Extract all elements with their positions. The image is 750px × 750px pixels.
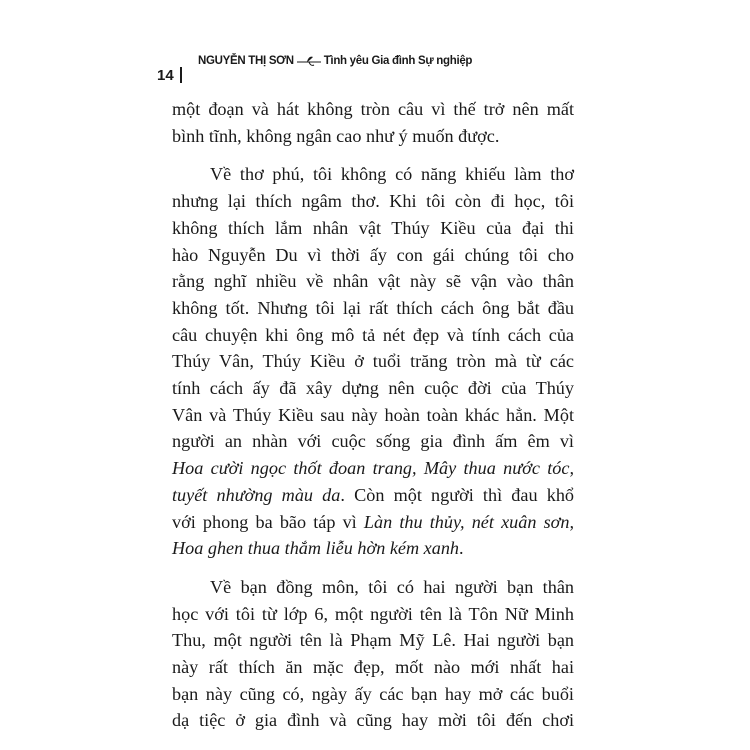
- text-line: người an nhàn với cuộc sống gia đình ấm êm vì: [172, 431, 574, 452]
- text-line: hào Nguyễn Du vì thời ấy con gái chúng tôi cho: [172, 244, 574, 265]
- text-line: tính cách ấy đã xây dựng nên cuộc đời của Thúy: [172, 378, 574, 399]
- text-run: với phong ba bão táp vì: [172, 511, 364, 532]
- text-line: không tốt. Nhưng tôi lại rất thích cách ông bắt đầu: [172, 297, 574, 318]
- author-name: NGUYỄN THỊ SƠN: [198, 55, 294, 67]
- body-text: [172, 96, 574, 734]
- text-line: một đoạn và hát không tròn câu vì thế trở nên mất: [172, 99, 574, 119]
- leaf-dash-ornament-icon: [296, 55, 322, 67]
- verse-quote: Hoa cười ngọc thốt đoan trang, Mây thua nước tóc,: [172, 458, 574, 479]
- text-line: câu chuyện khi ông mô tả nét đẹp và tính cách của: [172, 324, 574, 345]
- running-head: [198, 52, 472, 70]
- text-line: bình tĩnh, không ngân cao như ý muốn được.: [172, 125, 500, 146]
- text-line-italic: [172, 455, 574, 482]
- book-title: Tình yêu Gia đình Sự nghiệp: [323, 55, 473, 67]
- text-line: này rất thích ăn mặc đẹp, mốt nào mới nhất hai: [172, 657, 574, 678]
- text-line: Về thơ phú, tôi không có năng khiếu làm thơ: [210, 164, 574, 185]
- paragraph-3: [172, 574, 574, 734]
- page-number-block: [157, 64, 182, 86]
- text-line: không thích lắm nhân vật Thúy Kiều của đại thi: [172, 217, 574, 238]
- page-number: 14: [157, 66, 174, 84]
- verse-quote: tuyết nhường màu da: [172, 484, 341, 505]
- verse-quote: Hoa ghen thua thắm liễu hờn kém xanh: [172, 538, 460, 559]
- text-line: học với tôi từ lớp 6, một người tên là Tôn Nữ Minh: [172, 603, 574, 624]
- page-number-divider: [180, 67, 182, 83]
- text-line-mixed: [172, 482, 574, 509]
- paragraph-2: [172, 161, 574, 562]
- text-line: nhưng lại thích ngâm thơ. Khi tôi còn đi học, tôi: [172, 191, 574, 212]
- text-line-mixed: [172, 509, 574, 536]
- text-line-mixed: [172, 535, 574, 562]
- text-run: .: [459, 538, 464, 559]
- verse-quote: Làn thu thủy, nét xuân sơn,: [363, 511, 574, 532]
- text-line: Về bạn đồng môn, tôi có hai người bạn thân: [210, 576, 574, 597]
- text-line: Thu, một người tên là Phạm Mỹ Lê. Hai người bạn: [172, 630, 574, 651]
- text-line: rằng nghĩ nhiều về nhân vật này sẽ vận vào thân: [172, 271, 574, 292]
- text-line: Thúy Vân, Thúy Kiều ở tuổi trăng tròn mà từ các: [172, 351, 574, 372]
- text-line: dạ tiệc ở gia đình và cũng hay mời tôi đến chơi: [172, 710, 574, 731]
- paragraph-1: [172, 96, 574, 149]
- text-line: bạn này cũng có, ngày ấy các bạn hay mở các buổi: [172, 683, 574, 704]
- text-line: Vân và Thúy Kiều sau này hoàn toàn khác hẳn. Một: [172, 404, 574, 425]
- text-run: . Còn một người thì đau khổ: [340, 484, 575, 505]
